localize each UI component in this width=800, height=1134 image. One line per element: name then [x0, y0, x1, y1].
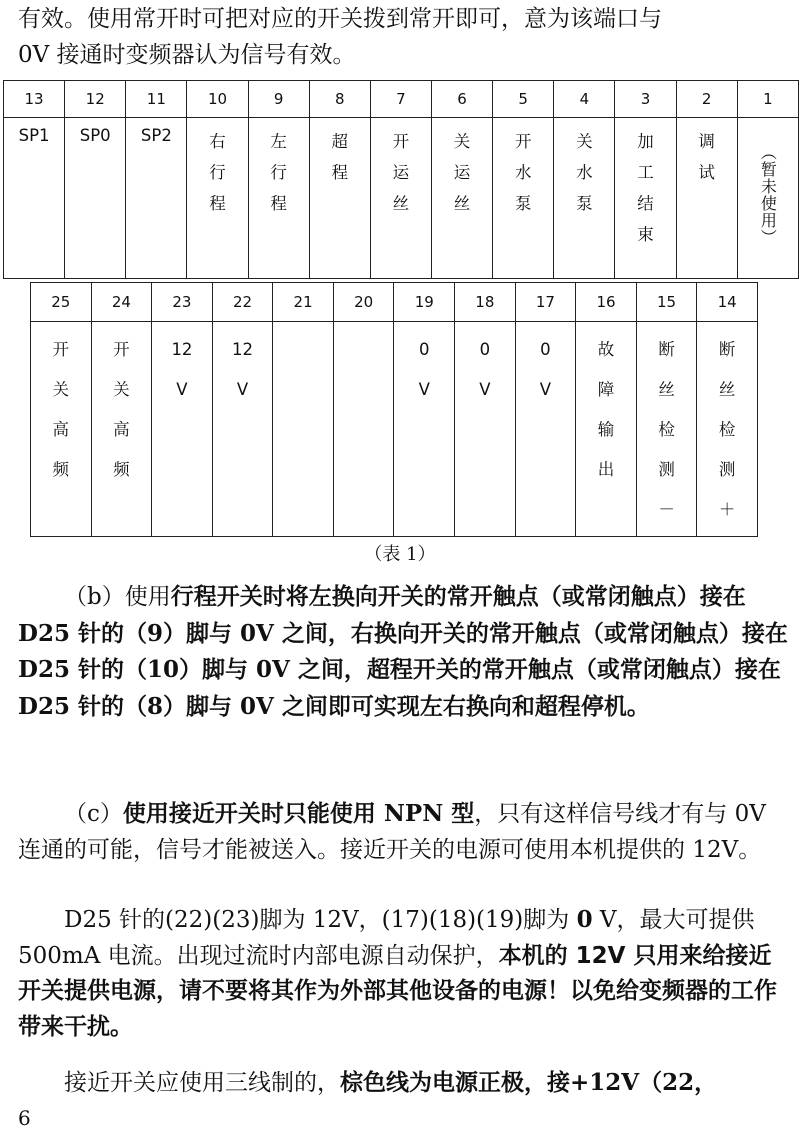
top-pin-6: 6 [431, 81, 492, 118]
bottom-pin-14-function: 断 丝 检 测 ＋ [697, 322, 758, 537]
top-pin-8: 8 [309, 81, 370, 118]
bottom-pin-25: 25 [31, 283, 92, 322]
paragraph-e: 接近开关应使用三线制的，棕色线为电源正极，接+12V（22， [64, 1069, 718, 1096]
paragraph-d: D25 针的(22)(23)脚为 12V，(17)(18)(19)脚为 0 V，最大可提供 500mA 电流。出现过流时内部电源自动保护，本机的 12V 只用来给接近开关提供电源，请不要将其作为外部其他设备的电源！以免给变频器的工作带来干扰。 [18, 906, 777, 1040]
top-pin-5: 5 [493, 81, 554, 118]
bottom-pin-14: 14 [697, 283, 758, 322]
bottom-pin-19-function: 0 V [394, 322, 455, 537]
top-pin-13: 13 [4, 81, 65, 118]
top-pin-10: 10 [187, 81, 248, 118]
bottom-pin-20-function [333, 322, 394, 537]
bottom-pin-21: 21 [273, 283, 334, 322]
bottom-pin-24-function: 开 关 高 频 [91, 322, 152, 537]
bottom-pin-21-function [273, 322, 334, 537]
intro-line-1: 有效。使用常开时可把对应的开关拨到常开即可，意为该端口与 [18, 6, 662, 32]
top-pin-1-function: （暂未使用） [737, 118, 798, 279]
top-pin-9-function: 左 行 程 [248, 118, 309, 279]
bottom-pin-19: 19 [394, 283, 455, 322]
bottom-pin-22: 22 [212, 283, 273, 322]
top-pin-3: 3 [615, 81, 676, 118]
top-pin-9: 9 [248, 81, 309, 118]
paragraph-c: （c）使用接近开关时只能使用 NPN 型，只有这样信号线才有与 0V 连通的可能，信号才能被送入。接近开关的电源可使用本机提供的 12V。 [18, 800, 766, 863]
top-pin-3-function: 加 工 结 束 [615, 118, 676, 279]
bottom-pin-23-function: 12 V [152, 322, 213, 537]
top-pin-13-function: SP1 [4, 118, 65, 279]
bottom-pin-24: 24 [91, 283, 152, 322]
table-caption: （表 1） [364, 544, 436, 565]
bottom-pin-22-function: 12 V [212, 322, 273, 537]
intro-line-2: 0V 接通时变频器认为信号有效。 [18, 41, 356, 68]
top-pin-2-function: 调 试 [676, 118, 737, 279]
top-pin-1: 1 [737, 81, 798, 118]
top-pin-12: 12 [65, 81, 126, 118]
bottom-pin-16: 16 [576, 283, 637, 322]
top-pin-4: 4 [554, 81, 615, 118]
bottom-pin-18: 18 [455, 283, 516, 322]
paragraph-b: （b）使用行程开关时将左换向开关的常开触点（或常闭触点）接在 D25 针的（9）脚与 0V 之间，右换向开关的常开触点（或常闭触点）接在 D25 针的（10）脚与 0V 之间，超程开关的常开触点（或常闭触点）接在 D25 针的（8）脚与 0V 之间即可实现左右换向和超程停机。 [18, 584, 788, 720]
top-pin-4-function: 关 水 泵 [554, 118, 615, 279]
top-pin-11: 11 [126, 81, 187, 118]
top-pin-7: 7 [370, 81, 431, 118]
intro-text [18, 2, 788, 73]
bottom-pin-15-function: 断 丝 检 测 － [636, 322, 697, 537]
top-pin-5-function: 开 水 泵 [493, 118, 554, 279]
bottom-pin-23: 23 [152, 283, 213, 322]
bottom-pin-25-function: 开 关 高 频 [31, 322, 92, 537]
page-number: 6 [18, 1106, 31, 1130]
bottom-pin-20: 20 [333, 283, 394, 322]
bottom-pin-18-function: 0 V [455, 322, 516, 537]
pin-table-bottom [30, 282, 758, 537]
bottom-pin-17: 17 [515, 283, 576, 322]
bottom-pin-15: 15 [636, 283, 697, 322]
top-pin-8-function: 超 程 [309, 118, 370, 279]
top-pin-6-function: 关 运 丝 [431, 118, 492, 279]
top-pin-11-function: SP2 [126, 118, 187, 279]
bottom-pin-17-function: 0 V [515, 322, 576, 537]
top-pin-12-function: SP0 [65, 118, 126, 279]
top-pin-2: 2 [676, 81, 737, 118]
top-pin-10-function: 右 行 程 [187, 118, 248, 279]
bottom-pin-16-function: 故 障 输 出 [576, 322, 637, 537]
pin-table-top [3, 80, 799, 279]
top-pin-7-function: 开 运 丝 [370, 118, 431, 279]
